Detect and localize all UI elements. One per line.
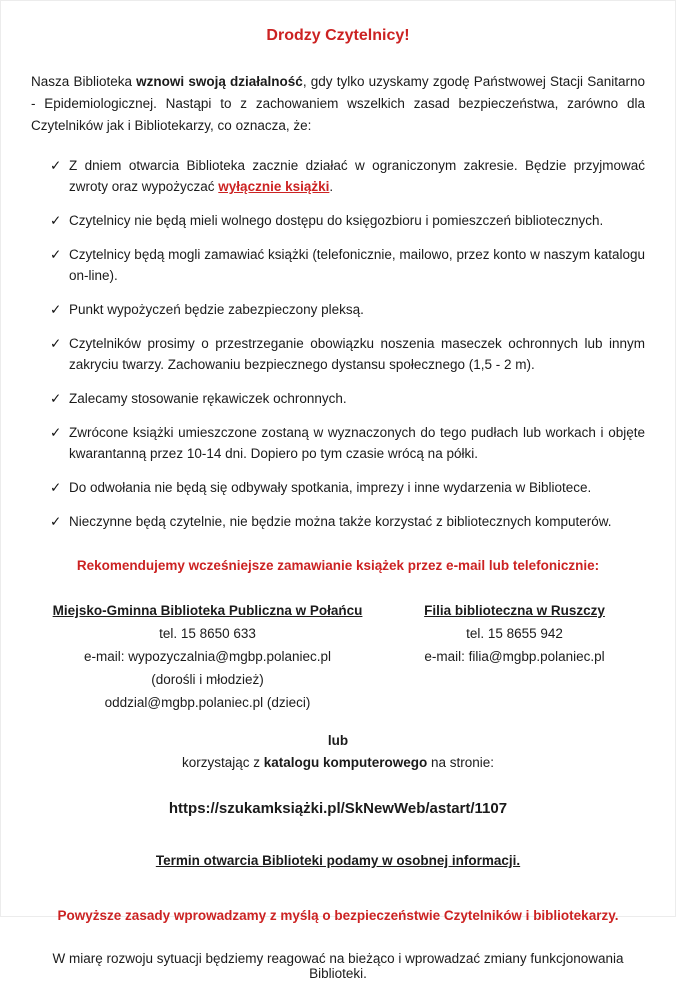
or-word: lub bbox=[327, 733, 349, 748]
checkmark-icon: ✓ bbox=[50, 247, 62, 262]
branch-phone-number: tel. 15 8655 942 bbox=[466, 626, 563, 641]
bullet-text: Czytelnicy nie będą mieli wolnego dostępu do księgozbioru i pomieszczeń bibliotecznych. bbox=[69, 213, 604, 228]
checkmark-icon: ✓ bbox=[50, 425, 62, 440]
bullet-text: Do odwołania nie będą się odbywały spotkania, imprezy i inne wydarzenia w Bibliotece. bbox=[69, 480, 592, 495]
contact-branch-library bbox=[384, 599, 645, 714]
catalog-line: korzystając z katalogu komputerowego na stronie: bbox=[181, 755, 495, 770]
library-name: Miejsko-Gminna Biblioteka Publiczna w Połańcu bbox=[52, 603, 363, 618]
checkmark-icon: ✓ bbox=[50, 302, 62, 317]
bullet-text: Z dniem otwarcia Biblioteka zacznie działać w ograniczonym zakresie. Będzie przyjmować zwroty oraz wypożyczać wyłącznie książki. bbox=[69, 158, 645, 194]
list-item bbox=[31, 155, 645, 197]
list-item bbox=[31, 422, 645, 464]
recommendation-heading: Rekomendujemy wcześniejsze zamawianie książek przez e-mail lub telefonicznie: bbox=[76, 558, 600, 573]
list-item bbox=[31, 477, 645, 498]
list-item bbox=[31, 244, 645, 286]
list-item bbox=[31, 210, 645, 231]
email-children: oddzial@mgbp.polaniec.pl (dzieci) bbox=[104, 695, 311, 710]
contact-main-library bbox=[31, 599, 384, 714]
bullet-text: Punkt wypożyczeń będzie zabezpieczony pleksą. bbox=[69, 302, 364, 317]
list-item bbox=[31, 333, 645, 375]
closing-statement: W miarę rozwoju sytuacji będziemy reagować na bieżąco i wprowadzać zmiany funkcjonowania Biblioteki. bbox=[52, 951, 624, 981]
opening-date-note: Termin otwarcia Biblioteki podamy w osobnej informacji. bbox=[155, 853, 521, 868]
checkmark-icon: ✓ bbox=[50, 158, 62, 173]
safety-statement: Powyższe zasady wprowadzamy z myślą o bezpieczeństwie Czytelników i bibliotekarzy. bbox=[57, 908, 619, 923]
email-adults: e-mail: wypozyczalnia@mgbp.polaniec.pl bbox=[83, 649, 332, 664]
bullet-text: Zwrócone książki umieszczone zostaną w wyznaczonych do tego pudłach lub workach i objęte kwarantanną przez 10-14 dni. Dopiero po tym czasie wrócą na półki. bbox=[69, 425, 645, 461]
intro-bold-text: wznowi swoją działalność bbox=[136, 74, 303, 89]
catalog-bold-text: katalogu komputerowego bbox=[263, 755, 428, 770]
checkmark-icon: ✓ bbox=[50, 213, 62, 228]
list-item bbox=[31, 511, 645, 532]
branch-email: e-mail: filia@mgbp.polaniec.pl bbox=[424, 649, 605, 664]
bullet-text: Czytelnicy będą mogli zamawiać książki (telefonicznie, mailowo, przez konto w naszym katalogu on-line). bbox=[69, 247, 645, 283]
email-adults-note: (dorośli i młodzież) bbox=[151, 672, 264, 687]
intro-paragraph bbox=[31, 71, 645, 137]
catalog-url: https://szukamksiążki.pl/SkNewWeb/astart/1107 bbox=[168, 800, 508, 817]
red-underline-emphasis: wyłącznie książki bbox=[218, 179, 330, 194]
list-item bbox=[31, 299, 645, 320]
checkmark-icon: ✓ bbox=[50, 336, 62, 351]
bullet-text: Czytelników prosimy o przestrzeganie obowiązku noszenia maseczek ochronnych lub innym zakryciu twarzy. Zachowaniu bezpiecznego dystansu społecznego (1,5 - 2 m). bbox=[69, 336, 645, 372]
checkmark-icon: ✓ bbox=[50, 391, 62, 406]
contacts-section bbox=[31, 599, 645, 714]
bullet-text: Zalecamy stosowanie rękawiczek ochronnych. bbox=[69, 391, 347, 406]
list-item bbox=[31, 388, 645, 409]
branch-name: Filia biblioteczna w Ruszczy bbox=[424, 603, 605, 618]
catalog-alternative bbox=[31, 730, 645, 774]
page-title: Drodzy Czytelnicy! bbox=[266, 27, 410, 44]
bullet-list bbox=[31, 155, 645, 532]
checkmark-icon: ✓ bbox=[50, 514, 62, 529]
intro-text-tail: , gdy tylko uzyskamy zgodę Państwowej Stacji Sanitarno - Epidemiologicznej. Nastąpi to z zachowaniem wszelkich zasad bezpieczeństwa, zarówno dla Czytelników jak i Bibliotekarzy, co oznacza, że: bbox=[31, 74, 645, 133]
bullet-text: Nieczynne będą czytelnie, nie będzie można także korzystać z bibliotecznych komputerów. bbox=[69, 514, 612, 529]
intro-text: Nasza Biblioteka bbox=[31, 74, 137, 89]
phone-number: tel. 15 8650 633 bbox=[159, 626, 256, 641]
checkmark-icon: ✓ bbox=[50, 480, 62, 495]
